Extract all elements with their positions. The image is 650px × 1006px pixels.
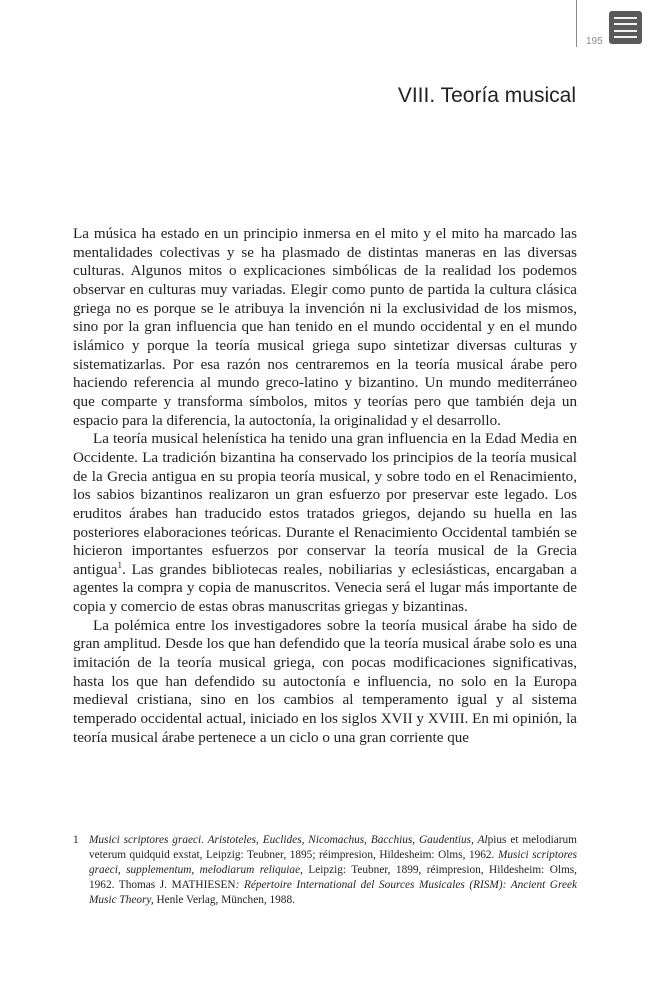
menu-line [614,23,637,25]
footnote-number: 1 [73,834,79,846]
footnote-reference[interactable]: 1 [117,559,122,570]
footnote-citation-text: Leipzig: Teubner, 1899, réimpresion, Hildesheim: Olms, 1962. Thomas J. MATHIESEN [89,864,578,891]
footnote-citation-title: : Répertoire International del Sources Musicales (RISM): Ancient Greek Music Theory, [89,879,577,906]
menu-line [614,30,637,32]
body-text [73,225,577,747]
footnote-text [89,833,577,908]
footnote-citation-title: Musici scriptores graeci. Aristoteles, Euclides, Nicomachus, Bacchius, Gaudentius, Al [89,834,488,846]
paragraph-text: . Las grandes bibliotecas reales, nobiliarias y eclesiásticas, encargaban a agentes la compra y copia de manuscritos. Venecia será el lugar más importante de copia y comercio de estas obras manuscritas griegas y bizantinas. [73,561,577,616]
paragraph [73,430,577,617]
header-divider-line [576,0,577,47]
paragraph: La polémica entre los investigadores sobre la teoría musical árabe ha sido de gran amplitud. Desde los que han defendido que la teoría musical árabe solo es una imitación de la teoría musical griega, con pocas modificaciones significativas, hasta los que han defendido su autoctonía e influencia, no solo en la Europa medieval cristiana, sino en los cambios al temperamento igual y al sistema temperado occidental actual, iniciado en los siglos XVII y XVIII. En mi opinión, la teoría musical árabe pertenece a un ciclo o una gran corriente que [73,617,577,746]
menu-line [614,36,637,38]
footnote-citation-text: pius et melodiarum veterum quidquid exstat, Leipzig: Teubner, 1895; réimpresion, Hildesheim: Olms, 1962. [89,834,577,861]
footnote-citation-text: Henle Verlag, München, 1988. [153,894,295,906]
footnote-citation-title: Musici scriptores graeci, supplementum, melodiarum reliquiae, [89,849,577,876]
chapter-title: VIII. Teoría musical [397,84,576,107]
paragraph: La música ha estado en un principio inmersa en el mito y el mito ha marcado las mentalidades colectivas y se ha plasmado de distintas maneras en las diversas culturas. Algunos mitos o explicaciones simbólicas de la realidad los podemos observar en culturas muy variadas. Elegir como punto de partida la cultura clásica griega no es porque se le atribuya la invención ni la exclusividad de los mismos, sino por la gran influencia que han tenido en el mundo occidental y en el mundo islámico y porque la teoría musical griega supo sintetizar diversas culturas y sistematizarlas. Por esa razón nos centraremos en la teoría musical árabe pero haciendo referencia al mundo greco-latino y bizantino. Un mundo mediterráneo que comparte y transforma símbolos, mitos y teorías pero que también deja un espacio para la diferencia, la autoctonía, la originalidad y el desarrollo. [73,226,577,429]
footnote [73,833,577,908]
menu-line [614,17,637,19]
page-number: 195 [586,36,603,47]
paragraph-text: La teoría musical helenística ha tenido una gran influencia en la Edad Media en Occidente. La tradición bizantina ha conservado los principios de la teoría musical de la Grecia antigua en su propia teoría musical, y sobre todo en el Renacimiento, los sabios bizantinos realizaron un gran esfuerzo por preservar este legado. Los eruditos árabes han traducido estos tratados griegos, dejando su huella en las posteriores elaboraciones teóricas. Durante el Renacimiento Occidental también se hicieron importantes esfuerzos por conservar la teoría musical de la Grecia antigua [73,431,577,578]
hamburger-menu-icon[interactable] [609,11,642,44]
